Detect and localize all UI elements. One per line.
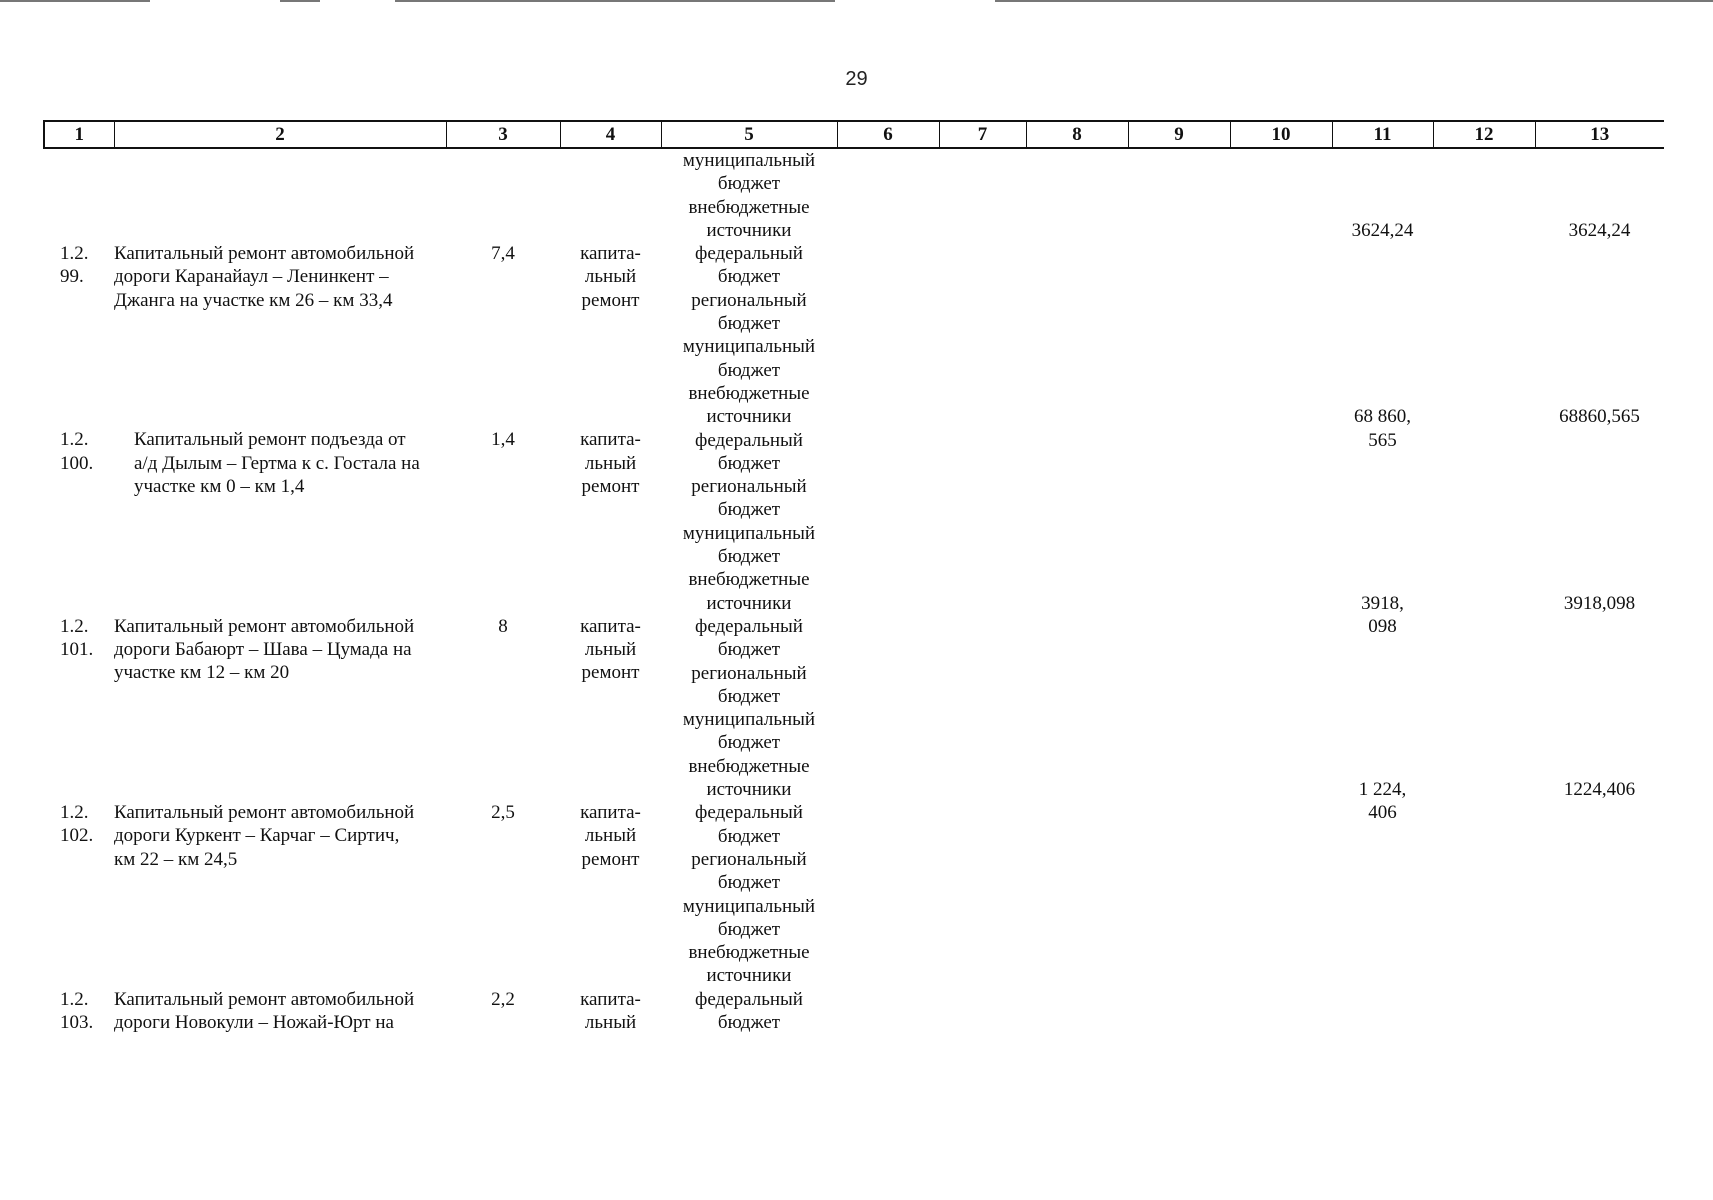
work-type — [560, 522, 661, 708]
text-line: Капитальный ремонт автомобильной — [114, 615, 415, 637]
work-type — [560, 895, 661, 1035]
empty-cell-col12 — [1433, 895, 1535, 1035]
text-line: 103. — [60, 1011, 94, 1033]
col11-value — [1332, 708, 1433, 894]
text-line: федеральный — [695, 988, 803, 1010]
text-line: внебюджетные — [688, 569, 810, 591]
col11-value-lines — [1332, 219, 1433, 265]
table-row — [44, 148, 1664, 335]
object-name — [114, 708, 446, 894]
text-line: бюджет — [717, 452, 781, 474]
text-line: федеральный — [695, 615, 803, 637]
text-line: 1 224, — [1358, 779, 1407, 801]
text-line: бюджет — [717, 359, 781, 381]
empty-cell-col10 — [1230, 335, 1332, 521]
text-line: бюджет — [717, 872, 781, 894]
header-cell: 12 — [1433, 121, 1535, 148]
budget-table — [43, 120, 1664, 1034]
text-line: льный — [584, 825, 637, 847]
header-cell: 5 — [661, 121, 837, 148]
header-cell: 4 — [560, 121, 661, 148]
text-line: муниципальный — [682, 522, 816, 544]
text-line: муниципальный — [682, 895, 816, 917]
empty-cell-col10 — [1230, 148, 1332, 335]
col13-value — [1535, 895, 1664, 1035]
funding-sources — [661, 895, 837, 1035]
object-name — [114, 895, 446, 1035]
text-line: бюджет — [717, 918, 781, 940]
empty-cell-col12 — [1433, 708, 1535, 894]
object-name — [114, 148, 446, 335]
empty-cell-col12 — [1433, 522, 1535, 708]
text-line: 101. — [60, 639, 94, 661]
text-line: 1.2. — [60, 243, 89, 264]
col13-value-line: 1224,406 — [1563, 779, 1636, 801]
text-line: внебюджетные — [688, 755, 810, 777]
text-line: бюджет — [717, 313, 781, 335]
header-row — [44, 121, 1664, 148]
text-line: капита- — [580, 243, 641, 264]
length-km — [446, 895, 560, 1035]
work-type — [560, 708, 661, 894]
empty-cell-col7 — [939, 522, 1026, 708]
col13-value-line: 68860,565 — [1559, 406, 1640, 428]
empty-cell-col8 — [1026, 522, 1128, 708]
scan-edge-line — [0, 0, 150, 2]
text-line: региональный — [691, 848, 807, 870]
text-line: внебюджетные — [688, 942, 810, 964]
row-number — [44, 895, 114, 1035]
row-number — [44, 522, 114, 708]
table-row — [44, 335, 1664, 521]
text-line: бюджет — [717, 499, 781, 521]
empty-cell-col9 — [1128, 522, 1230, 708]
row-number — [44, 335, 114, 521]
text-line: капита- — [580, 988, 641, 1010]
col11-value — [1332, 895, 1433, 1035]
header-cell: 3 — [446, 121, 560, 148]
text-line: внебюджетные — [688, 196, 810, 218]
col11-value-lines — [1332, 778, 1433, 825]
empty-cell-col6 — [837, 522, 939, 708]
text-line: 3624,24 — [1351, 220, 1414, 242]
text-line: бюджет — [717, 639, 781, 661]
table-header — [44, 121, 1664, 148]
length-value: 2,5 — [491, 802, 515, 824]
empty-cell-col6 — [837, 335, 939, 521]
text-line: федеральный — [695, 802, 803, 824]
text-line: 68 860, — [1354, 406, 1411, 428]
empty-cell-col7 — [939, 895, 1026, 1035]
empty-cell-col8 — [1026, 708, 1128, 894]
text-line: участке км 0 – км 1,4 — [134, 475, 305, 497]
table-row — [44, 708, 1664, 894]
funding-source-list — [661, 895, 837, 1035]
object-name — [114, 335, 446, 521]
col11-value — [1332, 148, 1433, 335]
header-cell: 9 — [1128, 121, 1230, 148]
text-line: 098 — [1368, 615, 1397, 637]
col13-value-line: 3624,24 — [1568, 220, 1631, 242]
length-km — [446, 335, 560, 521]
text-line: источники — [706, 779, 792, 801]
text-line: дороги Новокули – Ножай-Юрт на — [114, 1011, 394, 1033]
col13-value-line: 3918,098 — [1563, 592, 1636, 614]
text-line: ремонт — [581, 475, 640, 497]
text-line: Капитальный ремонт автомобильной — [114, 988, 415, 1010]
col13-value — [1535, 522, 1664, 708]
text-line: капита- — [580, 615, 641, 637]
table-row — [44, 895, 1664, 1035]
empty-cell-col7 — [939, 148, 1026, 335]
funding-sources — [661, 708, 837, 894]
length-km — [446, 148, 560, 335]
header-cell: 6 — [837, 121, 939, 148]
text-line: источники — [706, 592, 792, 614]
text-line: бюджет — [717, 825, 781, 847]
header-cell: 8 — [1026, 121, 1128, 148]
table-row — [44, 522, 1664, 708]
text-line: 102. — [60, 825, 94, 847]
text-line: бюджет — [717, 266, 781, 288]
col11-value-lines — [1332, 592, 1433, 639]
text-line: Капитальный ремонт автомобильной — [114, 802, 415, 824]
scan-edge-line — [995, 0, 1713, 2]
text-line: источники — [706, 219, 792, 241]
text-line: бюджет — [717, 173, 781, 195]
text-line: бюджет — [717, 1011, 781, 1033]
empty-cell-col10 — [1230, 522, 1332, 708]
length-value: 2,2 — [491, 988, 515, 1010]
col13-value — [1535, 708, 1664, 894]
scan-edge-line — [280, 0, 320, 2]
text-line: бюджет — [717, 685, 781, 707]
empty-cell-col6 — [837, 895, 939, 1035]
text-line: 1.2. — [60, 615, 89, 637]
text-line: бюджет — [717, 546, 781, 568]
table-body — [44, 148, 1664, 1034]
text-line: источники — [706, 965, 792, 987]
text-line: бюджет — [717, 732, 781, 754]
empty-cell-col6 — [837, 148, 939, 335]
empty-cell-col8 — [1026, 148, 1128, 335]
text-line: км 22 – км 24,5 — [114, 848, 238, 870]
text-line: источники — [706, 406, 792, 428]
text-line: льный — [584, 452, 637, 474]
text-line: участке км 12 – км 20 — [114, 662, 290, 684]
empty-cell-col12 — [1433, 148, 1535, 335]
row-number — [44, 148, 114, 335]
text-line: дороги Куркент – Карчаг – Сиртич, — [114, 825, 400, 847]
row-number — [44, 708, 114, 894]
header-cell: 13 — [1535, 121, 1664, 148]
text-line: 565 — [1368, 429, 1397, 451]
empty-cell-col9 — [1128, 895, 1230, 1035]
text-line: федеральный — [695, 243, 803, 265]
scan-edge-line — [395, 0, 835, 2]
text-line: дороги Каранайаул – Ленинкент – — [114, 266, 389, 288]
empty-cell-col12 — [1433, 335, 1535, 521]
length-km — [446, 708, 560, 894]
text-line: региональный — [691, 662, 807, 684]
text-line: льный — [584, 639, 637, 661]
text-line: внебюджетные — [688, 382, 810, 404]
text-line: льный — [584, 266, 637, 288]
text-line: 100. — [60, 452, 94, 474]
funding-source-list — [661, 335, 837, 521]
header-cell: 1 — [44, 121, 114, 148]
text-line: 3918, — [1361, 592, 1404, 614]
text-line: ремонт — [581, 662, 640, 684]
text-line: капита- — [580, 429, 641, 451]
col11-value — [1332, 335, 1433, 521]
text-line: муниципальный — [682, 709, 816, 731]
col11-value — [1332, 522, 1433, 708]
text-line: региональный — [691, 289, 807, 311]
funding-sources — [661, 335, 837, 521]
empty-cell-col7 — [939, 335, 1026, 521]
text-line: Капитальный ремонт подъезда от — [134, 429, 406, 451]
length-value: 8 — [498, 615, 508, 637]
funding-source-list — [661, 708, 837, 894]
text-line: ремонт — [581, 848, 640, 870]
object-name — [114, 522, 446, 708]
empty-cell-col8 — [1026, 335, 1128, 521]
funding-source-list — [661, 149, 837, 335]
length-value: 7,4 — [491, 243, 515, 264]
length-value: 1,4 — [491, 429, 515, 451]
empty-cell-col10 — [1230, 895, 1332, 1035]
text-line: ремонт — [581, 289, 640, 311]
work-type — [560, 335, 661, 521]
length-km — [446, 522, 560, 708]
empty-cell-col9 — [1128, 148, 1230, 335]
text-line: Джанга на участке км 26 – км 33,4 — [114, 289, 393, 311]
col13-value — [1535, 335, 1664, 521]
text-line: муниципальный — [682, 336, 816, 358]
text-line: 99. — [60, 266, 84, 288]
empty-cell-col9 — [1128, 335, 1230, 521]
text-line: 1.2. — [60, 988, 89, 1010]
empty-cell-col8 — [1026, 895, 1128, 1035]
header-cell: 11 — [1332, 121, 1433, 148]
col13-value — [1535, 148, 1664, 335]
text-line: 406 — [1368, 802, 1397, 824]
empty-cell-col9 — [1128, 708, 1230, 894]
text-line: дороги Бабаюрт – Шава – Цумада на — [114, 639, 412, 661]
header-cell: 2 — [114, 121, 446, 148]
text-line: Капитальный ремонт автомобильной — [114, 243, 415, 264]
funding-source-list — [661, 522, 837, 708]
header-cell: 7 — [939, 121, 1026, 148]
empty-cell-col10 — [1230, 708, 1332, 894]
page-number: 29 — [845, 68, 868, 90]
text-line: 1.2. — [60, 429, 89, 451]
text-line: капита- — [580, 802, 641, 824]
text-line: муниципальный — [682, 150, 816, 171]
header-cell: 10 — [1230, 121, 1332, 148]
text-line: федеральный — [695, 429, 803, 451]
work-type — [560, 148, 661, 335]
col11-value-lines — [1332, 405, 1433, 452]
funding-sources — [661, 522, 837, 708]
text-line: 1.2. — [60, 802, 89, 824]
funding-sources — [661, 148, 837, 335]
text-line: льный — [584, 1011, 637, 1033]
text-line: а/д Дылым – Гертма к с. Гостала на — [134, 452, 420, 474]
empty-cell-col6 — [837, 708, 939, 894]
empty-cell-col7 — [939, 708, 1026, 894]
text-line: региональный — [691, 476, 807, 498]
